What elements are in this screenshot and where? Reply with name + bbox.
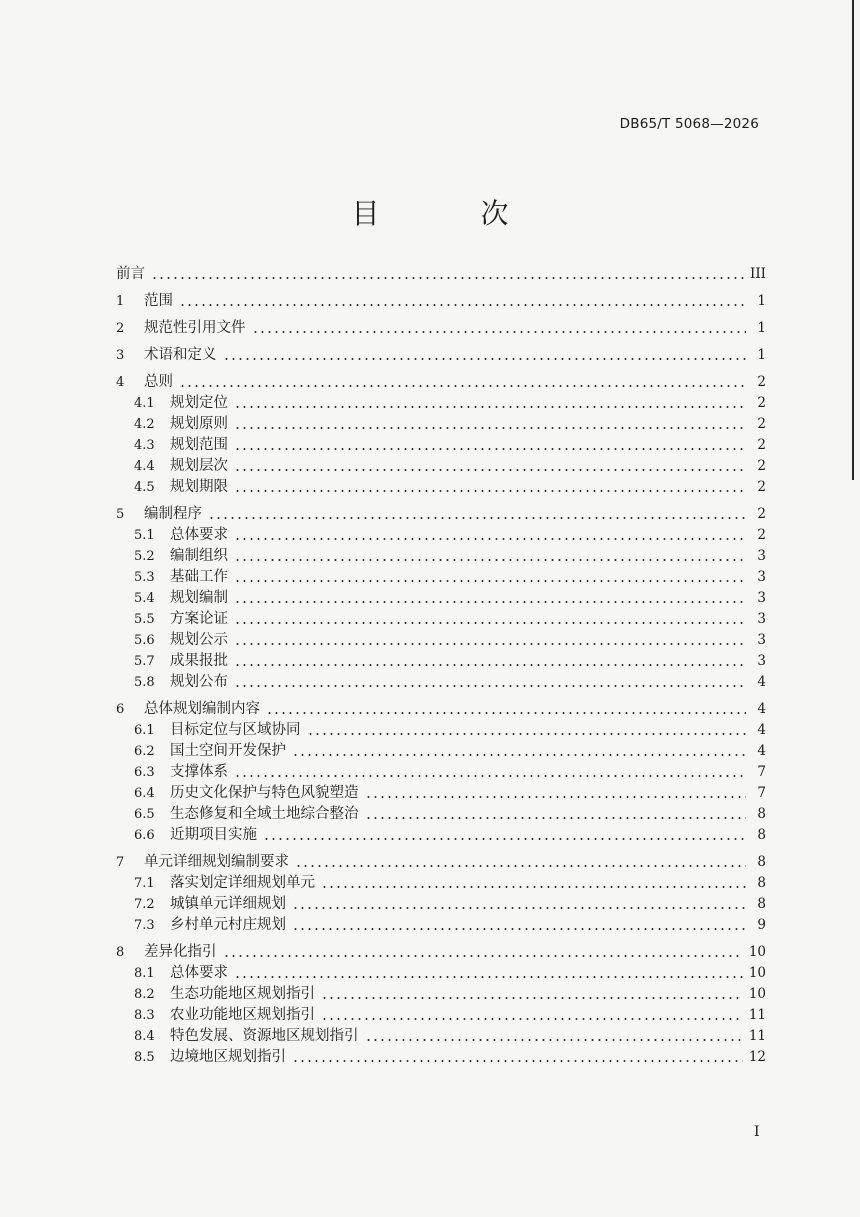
toc-entry-number: 6.6	[134, 828, 155, 843]
toc-entry-label: 国土空间开发保护	[170, 743, 286, 759]
toc-entry-label: 总体要求	[170, 527, 228, 543]
toc-entry-label: 前言	[116, 266, 145, 282]
dot-leader	[263, 838, 746, 840]
toc-entry-page: 11	[748, 1028, 766, 1044]
toc-entry-label: 基础工作	[170, 569, 228, 585]
toc-entry-label: 落实划定详细规划单元	[170, 875, 315, 891]
toc-entry-page: 10	[748, 944, 766, 960]
toc-entry-label: 单元详细规划编制要求	[144, 854, 289, 870]
toc-subentry[interactable]	[116, 963, 766, 984]
toc-entry-number: 5.5	[134, 612, 155, 627]
toc-entry-label: 规划公示	[170, 632, 228, 648]
dot-leader	[234, 559, 746, 561]
toc-entry-label: 编制组织	[170, 548, 228, 564]
toc-subentry[interactable]	[116, 873, 766, 894]
dot-leader	[234, 622, 746, 624]
toc-subentry[interactable]	[116, 915, 766, 936]
dot-leader	[292, 1060, 743, 1062]
dot-leader	[234, 427, 746, 429]
toc-entry-number: 7.3	[134, 918, 155, 933]
toc-entry-number: 6.1	[134, 723, 155, 738]
toc-entry-number: 5.2	[134, 549, 155, 564]
toc-entry-label: 支撑体系	[170, 764, 228, 780]
toc-entry-label: 编制程序	[144, 506, 202, 522]
toc-entry-label: 总体规划编制内容	[144, 701, 260, 717]
toc-entry-page: 8	[757, 854, 766, 870]
toc-entry-page: 3	[757, 569, 766, 585]
toc-entry-page: 10	[748, 986, 766, 1002]
toc-entry-page: 8	[757, 875, 766, 891]
toc-entry-page: 8	[757, 896, 766, 912]
dot-leader	[266, 712, 746, 714]
toc-entry-page: 4	[757, 674, 766, 690]
toc-entry-label: 规划原则	[170, 416, 228, 432]
toc-entry-page: 2	[757, 437, 766, 453]
toc-subentry[interactable]	[116, 762, 766, 783]
page-number: I	[754, 1124, 760, 1140]
dot-leader	[292, 907, 746, 909]
toc-entry-label: 生态功能地区规划指引	[170, 986, 315, 1002]
toc-entry-page: 2	[757, 458, 766, 474]
toc-entry-number: 8.4	[134, 1029, 155, 1044]
dot-leader	[234, 580, 746, 582]
toc-entry-number: 6.5	[134, 807, 155, 822]
toc-entry-number: 4	[116, 375, 125, 390]
toc-entry-number: 4.5	[134, 480, 155, 495]
dot-leader	[151, 277, 744, 279]
toc-entry-label: 历史文化保护与特色风貌塑造	[170, 785, 359, 801]
toc-entry[interactable]	[116, 942, 766, 963]
toc-entry-label: 规划定位	[170, 395, 228, 411]
toc-entry-number: 6.4	[134, 786, 155, 801]
toc-entry-label: 近期项目实施	[170, 827, 257, 843]
toc-entry-number: 5.1	[134, 528, 155, 543]
toc-entry-number: 5.8	[134, 675, 155, 690]
toc-entry-number: 6	[116, 702, 125, 717]
toc-subentry[interactable]	[116, 894, 766, 915]
toc-entry-page: 7	[757, 785, 766, 801]
toc-entry-page: 8	[757, 806, 766, 822]
toc-entry-page: 2	[757, 479, 766, 495]
toc-entry-label: 术语和定义	[144, 347, 217, 363]
toc-entry-label: 生态修复和全域土地综合整治	[170, 806, 359, 822]
toc-subentry[interactable]	[116, 393, 766, 414]
toc-entry-page: 2	[757, 374, 766, 390]
toc-entry-label: 城镇单元详细规划	[170, 896, 286, 912]
dot-leader	[365, 1039, 743, 1041]
toc-subentry[interactable]	[116, 435, 766, 456]
toc-subentry[interactable]	[116, 741, 766, 762]
toc-entry-number: 6.2	[134, 744, 155, 759]
toc-entry-label: 规划层次	[170, 458, 228, 474]
toc-subentry[interactable]	[116, 525, 766, 546]
toc-entry-label: 规划公布	[170, 674, 228, 690]
toc-subentry[interactable]	[116, 783, 766, 804]
toc-subentry[interactable]	[116, 1047, 766, 1068]
toc-entry-number: 1	[116, 294, 125, 309]
toc-entry-page: 7	[757, 764, 766, 780]
toc-subentry[interactable]	[116, 477, 766, 498]
toc-entry-label: 乡村单元村庄规划	[170, 917, 286, 933]
toc-entry-number: 5.3	[134, 570, 155, 585]
dot-leader	[234, 538, 746, 540]
toc-entry-page: 12	[748, 1049, 766, 1065]
toc-subentry[interactable]	[116, 588, 766, 609]
toc-entry[interactable]	[116, 264, 766, 285]
toc-entry[interactable]	[116, 345, 766, 366]
toc-entry-number: 6.3	[134, 765, 155, 780]
toc-entry-page: 3	[757, 548, 766, 564]
toc-subentry[interactable]	[116, 1005, 766, 1026]
dot-leader	[295, 865, 746, 867]
toc-entry-number: 8.3	[134, 1008, 155, 1023]
dot-leader	[223, 358, 747, 360]
dot-leader	[234, 643, 746, 645]
toc-entry-page: 8	[757, 827, 766, 843]
toc-entry-page: 3	[757, 611, 766, 627]
toc-entry-number: 7.2	[134, 897, 155, 912]
toc-entry-label: 方案论证	[170, 611, 228, 627]
toc-entry[interactable]	[116, 291, 766, 312]
toc-entry-page: 4	[757, 701, 766, 717]
toc-entry-label: 农业功能地区规划指引	[170, 1007, 315, 1023]
dot-leader	[234, 448, 746, 450]
dot-leader	[234, 976, 743, 978]
toc-entry-label: 边境地区规划指引	[170, 1049, 286, 1065]
toc-entry-page: 2	[757, 527, 766, 543]
toc-subentry[interactable]	[116, 609, 766, 630]
dot-leader	[365, 796, 747, 798]
toc-entry[interactable]	[116, 504, 766, 525]
toc-subentry[interactable]	[116, 720, 766, 741]
dot-leader	[321, 886, 746, 888]
toc-subentry[interactable]	[116, 804, 766, 825]
dot-leader	[321, 997, 743, 999]
document-code: DB65/T 5068—2026	[619, 116, 759, 132]
dot-leader	[252, 331, 747, 333]
toc-entry-number: 5.7	[134, 654, 155, 669]
toc-entry-page: 2	[757, 416, 766, 432]
toc-subentry[interactable]	[116, 825, 766, 846]
toc-entry-label: 成果报批	[170, 653, 228, 669]
toc-entry-label: 规划范围	[170, 437, 228, 453]
dot-leader	[208, 517, 746, 519]
toc-entry-page: 1	[757, 347, 766, 363]
toc-entry-number: 8.5	[134, 1050, 155, 1065]
toc-entry-number: 8.1	[134, 966, 155, 981]
toc-subentry[interactable]	[116, 414, 766, 435]
toc-entry-number: 4.3	[134, 438, 155, 453]
toc-entry[interactable]	[116, 372, 766, 393]
toc-entry-number: 3	[116, 348, 125, 363]
toc-entry-page: 10	[748, 965, 766, 981]
toc-entry-page: 11	[748, 1007, 766, 1023]
toc-entry-label: 总体要求	[170, 965, 228, 981]
dot-leader	[292, 928, 746, 930]
toc-entry[interactable]	[116, 699, 766, 720]
dot-leader	[234, 664, 746, 666]
toc-entry-number: 4.4	[134, 459, 155, 474]
toc-entry-page: 9	[757, 917, 766, 933]
table-of-contents	[116, 264, 766, 1068]
toc-entry-number: 5.6	[134, 633, 155, 648]
page-title: 目 次	[351, 197, 555, 230]
dot-leader	[234, 406, 746, 408]
toc-entry-number: 4.2	[134, 417, 155, 432]
toc-entry-page: 1	[757, 293, 766, 309]
toc-entry-page: 2	[757, 506, 766, 522]
toc-entry-label: 特色发展、资源地区规划指引	[170, 1028, 359, 1044]
toc-subentry[interactable]	[116, 546, 766, 567]
toc-subentry[interactable]	[116, 651, 766, 672]
toc-subentry[interactable]	[116, 984, 766, 1005]
toc-entry[interactable]	[116, 852, 766, 873]
dot-leader	[234, 685, 746, 687]
toc-entry-page: 3	[757, 653, 766, 669]
toc-subentry[interactable]	[116, 456, 766, 477]
toc-entry-label: 规划编制	[170, 590, 228, 606]
dot-leader	[234, 601, 746, 603]
toc-entry-number: 8.2	[134, 987, 155, 1002]
toc-entry-number: 7	[116, 855, 125, 870]
toc-entry-number: 8	[116, 945, 125, 960]
toc-entry-page: 3	[757, 632, 766, 648]
dot-leader	[307, 733, 747, 735]
toc-entry-page: 4	[757, 743, 766, 759]
toc-entry-label: 目标定位与区域协同	[170, 722, 301, 738]
dot-leader	[179, 304, 746, 306]
toc-entry-number: 5	[116, 507, 125, 522]
toc-subentry[interactable]	[116, 1026, 766, 1047]
toc-entry-label: 规范性引用文件	[144, 320, 246, 336]
toc-entry[interactable]	[116, 318, 766, 339]
dot-leader	[234, 469, 746, 471]
dot-leader	[321, 1018, 743, 1020]
toc-subentry[interactable]	[116, 630, 766, 651]
toc-entry-label: 范围	[144, 293, 173, 309]
scan-edge-line	[852, 0, 854, 480]
toc-entry-page: 2	[757, 395, 766, 411]
toc-entry-page: 3	[757, 590, 766, 606]
toc-entry-label: 规划期限	[170, 479, 228, 495]
toc-subentry[interactable]	[116, 672, 766, 693]
dot-leader	[234, 490, 746, 492]
toc-entry-number: 2	[116, 321, 125, 336]
dot-leader	[365, 817, 747, 819]
toc-entry-page: III	[750, 266, 766, 282]
toc-subentry[interactable]	[116, 567, 766, 588]
dot-leader	[292, 754, 746, 756]
dot-leader	[234, 775, 746, 777]
toc-entry-page: 4	[757, 722, 766, 738]
toc-entry-label: 差异化指引	[144, 944, 217, 960]
dot-leader	[179, 385, 746, 387]
toc-entry-number: 4.1	[134, 396, 155, 411]
toc-entry-number: 5.4	[134, 591, 155, 606]
dot-leader	[223, 955, 743, 957]
toc-entry-label: 总则	[144, 374, 173, 390]
toc-entry-page: 1	[757, 320, 766, 336]
toc-entry-number: 7.1	[134, 876, 155, 891]
